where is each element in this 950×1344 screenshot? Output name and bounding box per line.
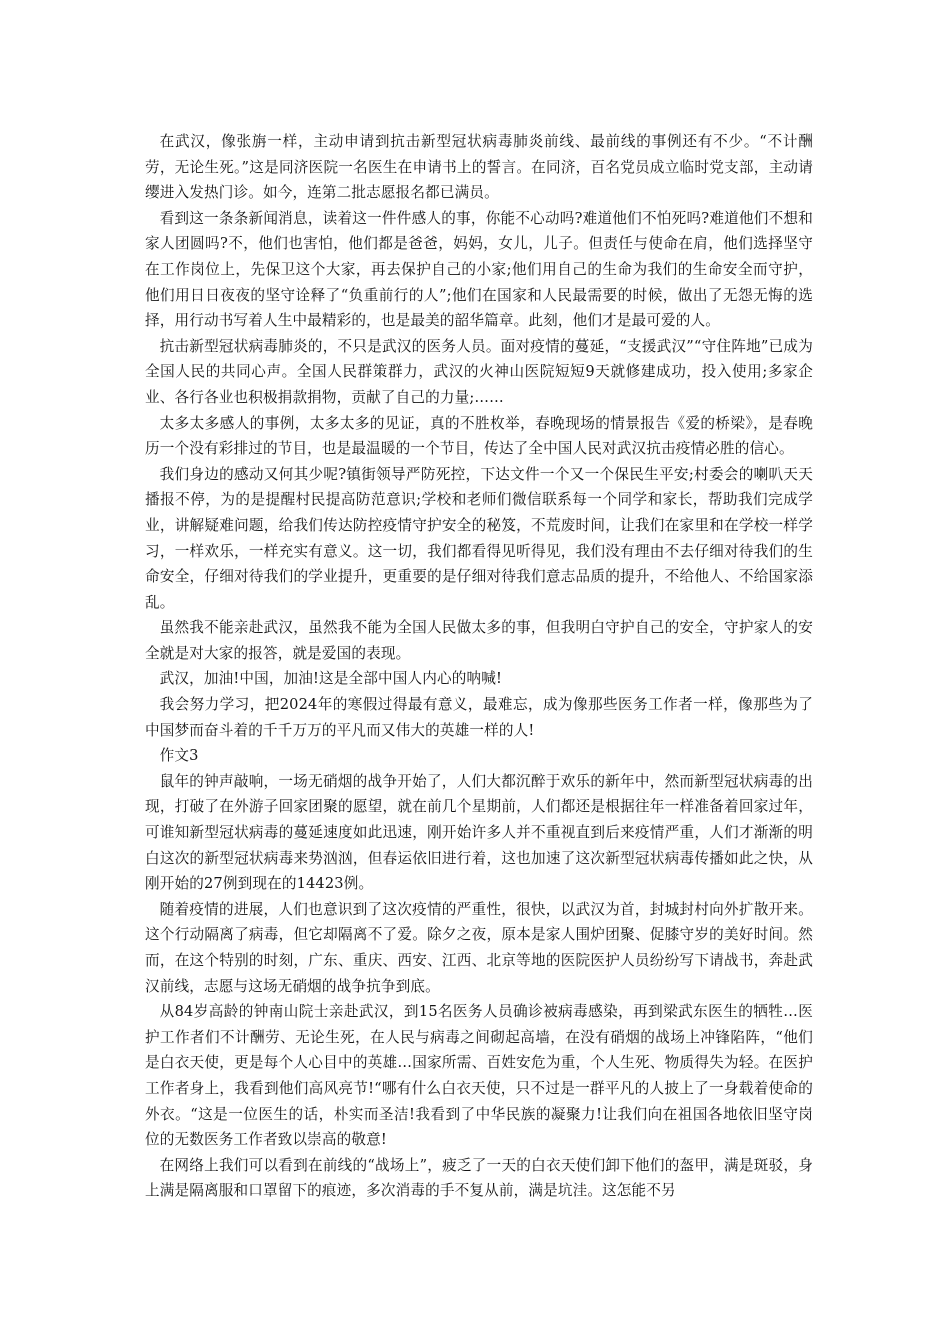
paragraph: 虽然我不能亲赴武汉，虽然我不能为全国人民做太多的事，但我明白守护自己的安全，守护家人的安全就是对大家的报答，就是爱国的表现。	[145, 619, 813, 662]
paragraph: 太多太多感人的事例，太多太多的见证，真的不胜枚举，春晚现场的情景报告《爱的桥梁》，是春晚历一个没有彩排过的节目，也是最温暖的一个节目，传达了全中国人民对武汉抗击疫情必胜的信心。	[145, 414, 813, 458]
paragraph: 我们身边的感动又何其少呢?镇街领导严防死控，下达文件一个又一个保民生平安;村委会的喇叭天天播报不停，为的是提醒村民提高防范意识;学校和老师们微信联系每一个同学和家长，帮助我们完成学业，讲解疑难问题，给我们传达防控疫情守护安全的秘笈，不荒废时间，让我们在家里和在学校一样学习，一样欢乐，一样充实有意义。这一切，我们都看得见听得见，我们没有理由不去仔细对待我们的生命安全，仔细对待我们的学业提升，更重要的是仔细对待我们意志品质的提升，不给他人、不给国家添乱。	[145, 465, 813, 611]
paragraph: 在网络上我们可以看到在前线的“战场上”，疲乏了一天的白衣天使们卸下他们的盔甲，满是斑驳，身上满是隔离服和口罩留下的痕迹，多次消毒的手不复从前，满是坑洼。这怎能不另	[145, 1156, 813, 1200]
document-page	[145, 129, 813, 1204]
section-heading: 作文3	[159, 747, 199, 765]
paragraph: 武汉，加油!中国，加油!这是全部中国人内心的呐喊!	[159, 670, 503, 688]
paragraph: 看到这一条条新闻消息，读着这一件件感人的事，你能不心动吗?难道他们不怕死吗?难道他们不想和家人团圆吗?不，他们也害怕，他们都是爸爸，妈妈，女儿，儿子。但责任与使命在肩，他们选择坚守在工作岗位上，先保卫这个大家，再去保护自己的小家;他们用自己的生命为我们的生命安全而守护，他们用日日夜夜的坚守诠释了“负重前行的人”;他们在国家和人民最需要的时候，做出了无怨无悔的选择，用行动书写着人生中最精彩的，也是最美的韶华篇章。此刻，他们才是最可爱的人。	[145, 209, 813, 330]
paragraph: 随着疫情的进展，人们也意识到了这次疫情的严重性，很快，以武汉为首，封城封村向外扩散开来。这个行动隔离了病毒，但它却隔离不了爱。除夕之夜，原本是家人围炉团聚、促膝守岁的美好时间。然而，在这个特别的时刻，广东、重庆、西安、江西、北京等地的医院医护人员纷纷写下请战书，奔赴武汉前线，志愿与这场无硝烟的战争抗争到底。	[145, 900, 813, 995]
paragraph: 在武汉，像张旃一样，主动申请到抗击新型冠状病毒肺炎前线、最前线的事例还有不少。“不计酬劳，无论生死。”这是同济医院一名医生在申请书上的誓言。在同济，百名党员成立临时党支部，主动请缨进入发热门诊。如今，连第二批志愿报名都已满员。	[145, 133, 813, 202]
paragraph: 鼠年的钟声敲响，一场无硝烟的战争开始了，人们大都沉醉于欢乐的新年中，然而新型冠状病毒的出现，打破了在外游子回家团聚的愿望，就在前几个星期前，人们都还是根据往年一样准备着回家过年，可谁知新型冠状病毒的蔓延速度如此迅速，刚开始许多人并不重视直到后来疫情严重，人们才渐渐的明白这次的新型冠状病毒来势汹汹，但春运依旧进行着，这也加速了这次新型冠状病毒传播如此之快，从刚开始的27例到现在的14423例。	[145, 772, 813, 893]
paragraph: 抗击新型冠状病毒肺炎的，不只是武汉的医务人员。面对疫情的蔓延，“支援武汉”“守住阵地”已成为全国人民的共同心声。全国人民群策群力，武汉的火神山医院短短9天就修建成功，投入使用;多家企业、各行各业也积极捐款捐物，贡献了自己的力量;……	[145, 337, 813, 406]
paragraph: 从84岁高龄的钟南山院士亲赴武汉，到15名医务人员确诊被病毒感染，再到梁武东医生的牺牲…医护工作者们不计酬劳、无论生死，在人民与病毒之间砌起高墙，在没有硝烟的战场上冲锋陷阵，“他们是白衣天使，更是每个人心目中的英雄…国家所需、百姓安危为重，个人生死、物质得失为轻。在医护工作者身上，我看到他们高风亮节!“哪有什么白衣天使，只不过是一群平凡的人披上了一身载着使命的外衣。“这是一位医生的话，朴实而圣洁!我看到了中华民族的凝聚力!让我们向在祖国各地依旧坚守岗位的无数医务工作者致以崇高的敬意!	[145, 1003, 813, 1149]
paragraph: 我会努力学习，把2024年的寒假过得最有意义，最难忘，成为像那些医务工作者一样，像那些为了中国梦而奋斗着的千千万万的平凡而又伟大的英雄一样的人!	[145, 696, 813, 739]
